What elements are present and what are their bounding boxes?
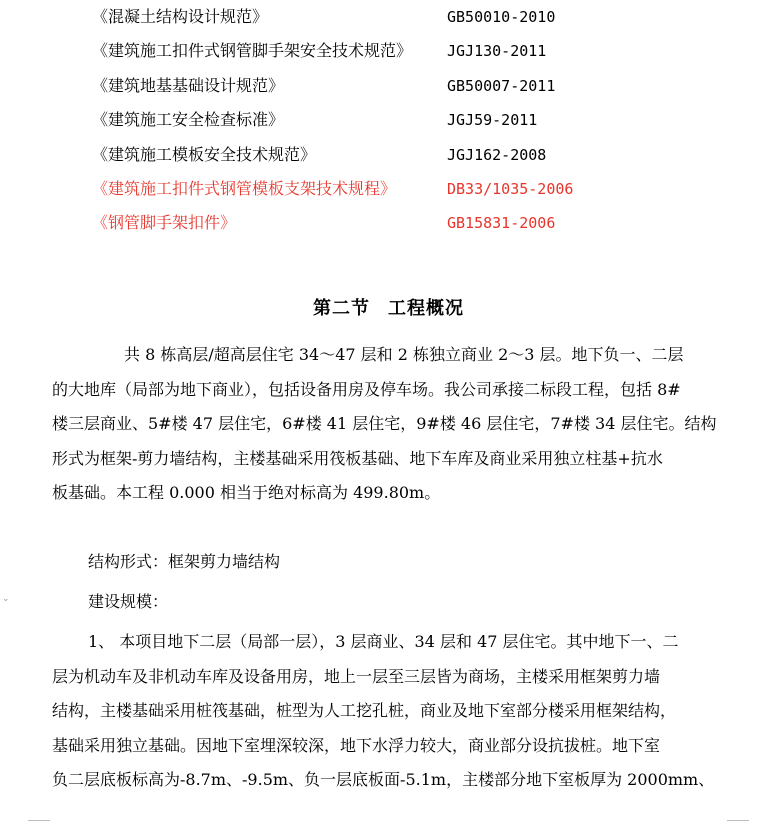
standard-row xyxy=(92,74,752,98)
overview-line: 形式为框架-剪力墙结构，主楼基础采用筏板基础、地下车库及商业采用独立柱基+抗水 xyxy=(52,448,663,468)
standard-name: 《建筑地基基础设计规范》 xyxy=(92,75,285,95)
standard-name: 《混凝土结构设计规范》 xyxy=(92,7,269,26)
item1-line: 基础采用独立基础。因地下室埋深较深，地下水浮力较大，商业部分设抗拔桩。地下室 xyxy=(52,735,661,755)
section-title: 工程概况 xyxy=(388,298,464,319)
standard-row xyxy=(92,39,752,63)
standard-code: JGJ130-2011 xyxy=(447,42,547,61)
standard-code: GB15831-2006 xyxy=(447,214,556,233)
standard-code: DB33/1035-2006 xyxy=(447,180,574,198)
item1-line: 结构，主楼基础采用桩筏基础，桩型为人工挖孔桩，商业及地下室部分楼采用框架结构， xyxy=(52,701,677,720)
structure-form-paragraph xyxy=(52,545,732,580)
overview-paragraph xyxy=(52,338,732,511)
section-number: 第二节 xyxy=(313,298,370,319)
item1-line: 层为机动车及非机动车库及设备用房，地上一层至三层皆为商场，主楼采用框架剪力墙 xyxy=(52,666,661,686)
standard-name: 《建筑施工扣件式钢管脚手架安全技术规范》 xyxy=(92,41,413,61)
standard-row xyxy=(92,177,752,201)
standard-name: 《建筑施工模板安全技术规范》 xyxy=(92,144,317,164)
standard-code: GB50007-2011 xyxy=(447,76,556,95)
standard-name: 《建筑施工安全检查标准》 xyxy=(92,110,285,130)
overview-line: 楼三层商业、5#楼 47 层住宅，6#楼 41 层住宅，9#楼 46 层住宅，7#楼 34 层住宅。结构 xyxy=(52,414,717,433)
scale-paragraph xyxy=(52,585,732,620)
item1-paragraph xyxy=(52,625,732,798)
item1-line: 1、 本项目地下二层（局部一层），3 层商业、34 层和 47 层住宅。其中地下一、二 xyxy=(88,632,679,651)
item1-line: 负二层底板标高为-8.7m、-9.5m、负一层底板面-5.1m，主楼部分地下室板厚为 2000mm、 xyxy=(52,770,715,789)
overview-line: 板基础。本工程 0.000 相当于绝对标高为 499.80m。 xyxy=(52,483,441,502)
standard-row xyxy=(92,108,752,132)
standard-code: JGJ162-2008 xyxy=(447,145,547,164)
standard-code: GB50010-2010 xyxy=(447,8,556,26)
standard-name: 《钢管脚手架扣件》 xyxy=(92,213,237,233)
page-corner-mark xyxy=(28,820,50,831)
standard-name: 《建筑施工扣件式钢管模板支架技术规程》 xyxy=(92,179,397,198)
overview-line: 共 8 栋高层/超高层住宅 34～47 层和 2 栋独立商业 2～3 层。地下负一、二层 xyxy=(124,345,684,364)
standard-row xyxy=(92,211,752,235)
standard-row xyxy=(92,143,752,167)
standard-row xyxy=(92,5,752,29)
page-corner-mark xyxy=(727,820,749,831)
scale-label: 建设规模： xyxy=(88,592,169,611)
overview-line: 的大地库（局部为地下商业），包括设备用房及停车场。我公司承接二标段工程，包括 8# xyxy=(52,379,681,399)
structure-form-text: 结构形式：框架剪力墙结构 xyxy=(88,552,281,571)
section-heading xyxy=(0,296,777,322)
margin-marker-icon: ⌄ xyxy=(2,594,10,604)
standard-code: JGJ59-2011 xyxy=(447,111,538,130)
